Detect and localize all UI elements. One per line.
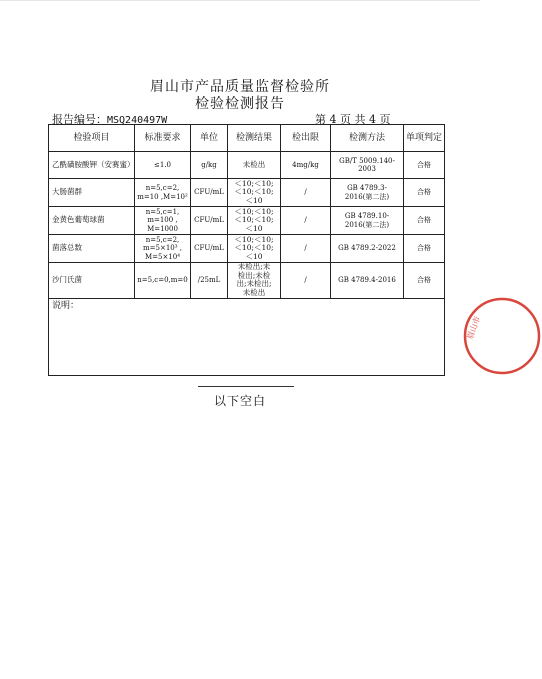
notes-row <box>49 298 445 375</box>
table-header-row <box>49 125 445 152</box>
cell-verdict: 合格 <box>404 235 445 263</box>
cell-result: 未检出 <box>228 152 281 179</box>
cell-unit: g/kg <box>191 152 228 179</box>
cell-standard: n=5,c=2, m=5×10³ , M=5×10⁴ <box>135 235 191 263</box>
cell-method: GB 4789.10- 2016(第二法) <box>331 207 404 235</box>
cell-item: 大肠菌群 <box>49 179 135 207</box>
cell-limit: / <box>281 179 331 207</box>
end-divider <box>198 386 294 387</box>
report-number-value: MSQ240497W <box>107 115 168 126</box>
cell-standard: ≤1.0 <box>135 152 191 179</box>
table-row <box>49 235 445 263</box>
cell-method: GB 4789.3- 2016(第二法) <box>331 179 404 207</box>
cell-method: GB/T 5009.140-2003 <box>331 152 404 179</box>
notes-label: 说明： <box>49 298 445 375</box>
cell-limit: / <box>281 207 331 235</box>
cell-verdict: 合格 <box>404 179 445 207</box>
cell-result: ＜10;＜10; ＜10;＜10; ＜10 <box>228 235 281 263</box>
cell-unit: CFU/mL <box>191 179 228 207</box>
cell-verdict: 合格 <box>404 263 445 299</box>
cell-unit: CFU/mL <box>191 207 228 235</box>
cell-verdict: 合格 <box>404 207 445 235</box>
end-of-report-text: 以下空白 <box>213 394 266 408</box>
cell-result: 未检出;未 检出;未检 出;未检出; 未检出 <box>228 263 281 299</box>
cell-result: ＜10;＜10; ＜10;＜10; ＜10 <box>228 207 281 235</box>
table-row <box>49 179 445 207</box>
report-title: 检验检测报告 <box>195 96 285 112</box>
cell-item: 沙门氏菌 <box>49 263 135 299</box>
seal-text: 眉山市 <box>465 315 483 341</box>
cell-method: GB 4789.4-2016 <box>331 263 404 299</box>
seal-ring <box>465 299 539 373</box>
cell-item: 乙酰磺胺酸钾（安赛蜜） <box>49 152 135 179</box>
cell-limit: 4mg/kg <box>281 152 331 179</box>
cell-unit: CFU/mL <box>191 235 228 263</box>
cell-standard: n=5,c=1, m=100 , M=1000 <box>135 207 191 235</box>
cell-verdict: 合格 <box>404 152 445 179</box>
org-title: 眉山市产品质量监督检验所 <box>150 79 330 95</box>
cell-item: 菌落总数 <box>49 235 135 263</box>
page-top-border <box>0 0 480 1</box>
table-row <box>49 152 445 179</box>
official-seal-stamp <box>462 296 542 376</box>
cell-limit: / <box>281 235 331 263</box>
header-unit: 单位 <box>191 125 228 152</box>
report-number-label: 报告编号： <box>52 113 107 126</box>
results-table <box>48 124 445 376</box>
cell-standard: n=5,c=2, m=10 ,M=10² <box>135 179 191 207</box>
header-method: 检测方法 <box>331 125 404 152</box>
header-result: 检测结果 <box>228 125 281 152</box>
cell-item: 金黄色葡萄球菌 <box>49 207 135 235</box>
cell-limit: / <box>281 263 331 299</box>
header-item: 检验项目 <box>49 125 135 152</box>
table-row <box>49 207 445 235</box>
header-verdict: 单项判定 <box>404 125 445 152</box>
header-limit: 检出限 <box>281 125 331 152</box>
page-info: 第 4 页 共 4 页 <box>315 113 391 126</box>
table-row <box>49 263 445 299</box>
cell-method: GB 4789.2-2022 <box>331 235 404 263</box>
header-standard: 标准要求 <box>135 125 191 152</box>
cell-result: ＜10;＜10; ＜10;＜10; ＜10 <box>228 179 281 207</box>
cell-unit: /25mL <box>191 263 228 299</box>
cell-standard: n=5,c=0,m=0 <box>135 263 191 299</box>
